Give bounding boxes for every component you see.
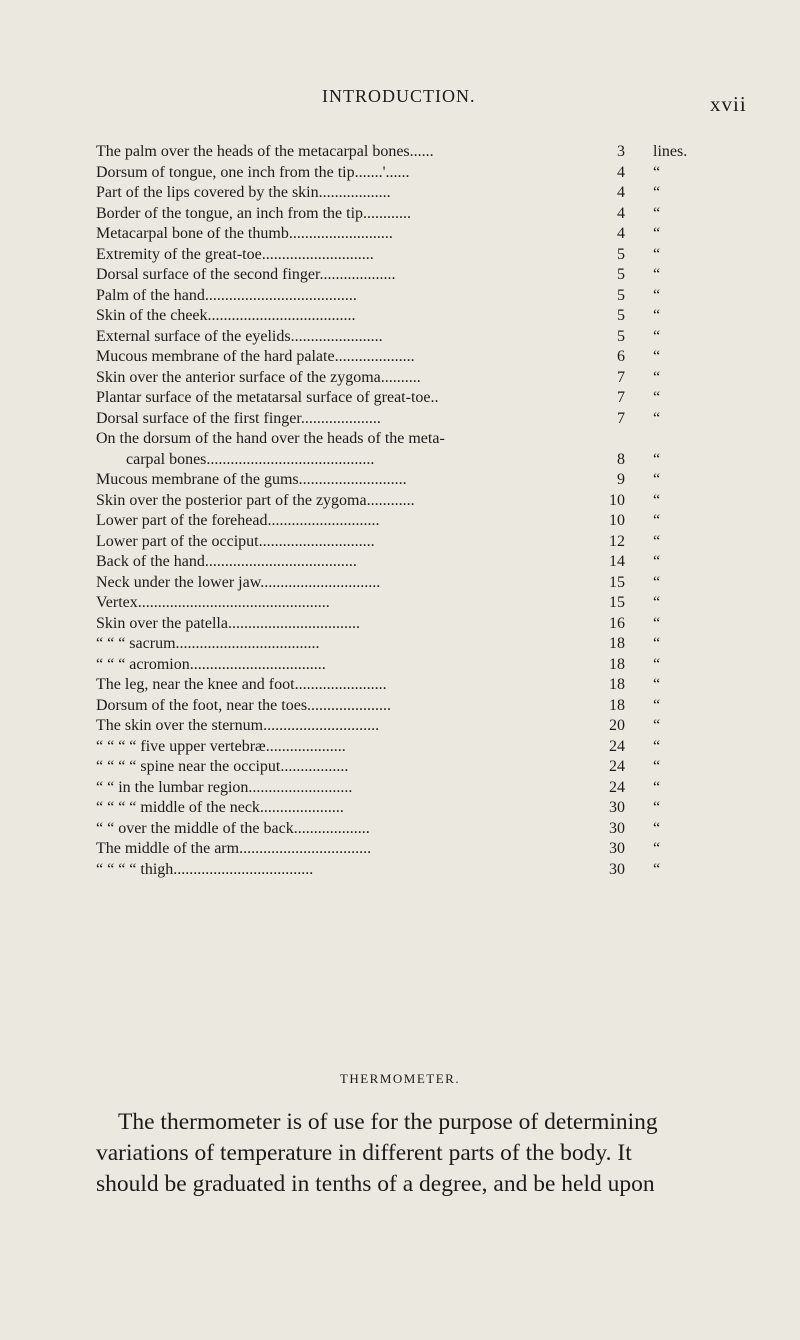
row-value: 30 [609,819,625,837]
row-unit: “ [653,266,661,283]
row-value: 30 [609,860,625,878]
table-row [96,245,746,266]
table-row [96,142,746,163]
row-value: 7 [617,389,625,406]
table-row [96,286,746,307]
row-value: 18 [609,696,625,714]
paragraph-line: variations of temperature in different parts of the body. It [96,1140,632,1166]
row-unit: “ [653,758,661,775]
row-value: 24 [609,758,625,775]
row-value: 5 [617,245,625,263]
row-label: Skin over the posterior part of the zygoma............ [96,491,415,509]
row-label: Plantar surface of the metatarsal surface of great-toe.. [96,389,439,406]
table-row [96,716,746,737]
row-value: 5 [617,286,625,304]
row-value: 30 [609,799,625,816]
row-label: Lower part of the occiput............................. [96,532,375,550]
table-row [96,696,746,717]
row-label: The middle of the arm................................. [96,840,372,857]
table-row [96,614,746,635]
row-unit: “ [653,225,661,242]
row-value: 7 [617,368,625,386]
row-unit: “ [653,307,661,324]
row-label: Palm of the hand...................................... [96,286,357,304]
row-value: 3 [617,143,625,160]
row-value: 18 [609,676,625,693]
row-label: Part of the lips covered by the skin.................. [96,184,391,201]
row-label: The leg, near the knee and foot....................... [96,676,387,693]
row-label: Extremity of the great-toe............................ [96,245,374,263]
row-unit: “ [653,799,661,816]
running-title: INTRODUCTION. [322,86,476,106]
table-row [96,450,746,471]
row-value: 6 [617,348,625,365]
row-label: The skin over the sternum............................. [96,717,380,734]
row-label: Skin over the anterior surface of the zygoma.......... [96,368,421,386]
row-value: 16 [609,614,625,632]
row-unit: “ [653,245,661,263]
row-value: 20 [609,717,625,734]
row-unit: “ [653,286,661,304]
row-unit: “ [653,778,661,796]
row-unit: “ [653,532,661,550]
row-value: 4 [617,163,625,181]
row-value: 4 [617,225,625,242]
row-unit: “ [653,491,661,509]
table-row [96,491,746,512]
row-label: Dorsum of the foot, near the toes..................... [96,696,392,714]
body-paragraph [96,1107,756,1200]
row-unit: “ [653,348,661,365]
table-row [96,839,746,860]
row-label: “ “ “ “ spine near the occiput................. [96,758,349,775]
row-label: Metacarpal bone of the thumb.......................... [96,225,393,242]
row-label: On the dorsum of the hand over the heads of the meta- [96,430,445,447]
row-value: 8 [617,450,625,468]
row-label: Vertex................................................ [96,594,330,611]
row-unit: “ [653,594,661,611]
table-row [96,163,746,184]
section-heading: THERMOMETER. [339,1071,461,1086]
row-value: 15 [609,573,625,591]
row-value: 5 [617,266,625,283]
row-value: 12 [609,532,625,550]
row-label: Skin of the cheek..................................... [96,307,356,324]
row-value: 30 [609,840,625,857]
row-unit: “ [653,676,661,693]
row-label: “ “ in the lumbar region.......................... [96,778,353,796]
table-row [96,183,746,204]
row-label: External surface of the eyelids....................... [96,327,383,345]
row-unit: “ [653,389,661,406]
row-label: Mucous membrane of the gums........................... [96,471,407,488]
row-label: Mucous membrane of the hard palate.................... [96,348,415,365]
page-header [0,86,800,116]
row-unit: “ [653,163,661,181]
row-value: 10 [609,491,625,509]
table-row [96,265,746,286]
row-value: 5 [617,307,625,324]
row-value: 24 [609,737,625,755]
row-unit: “ [653,860,661,878]
row-label: Lower part of the forehead............................ [96,512,380,529]
table-row [96,655,746,676]
table-row [96,634,746,655]
sensitivity-table [96,142,746,880]
table-row [96,368,746,389]
row-value: 14 [609,553,625,570]
row-unit: “ [653,409,661,427]
table-row [96,819,746,840]
table-row [96,306,746,327]
row-label: Back of the hand...................................... [96,553,357,570]
row-unit: “ [653,368,661,386]
row-label: Skin over the patella................................. [96,614,360,632]
row-label: Dorsal surface of the first finger.................... [96,409,381,427]
table-row [96,675,746,696]
row-unit: “ [653,450,661,468]
row-value: 4 [617,184,625,201]
page-number: xvii [710,92,747,116]
row-label: “ “ “ acromion.................................. [96,655,326,673]
table-row [96,511,746,532]
row-value: 18 [609,655,625,673]
row-unit: “ [653,204,661,222]
table-row [96,573,746,594]
row-unit: “ [653,471,661,488]
table-row [96,204,746,225]
row-label: The palm over the heads of the metacarpal bones...... [96,143,434,160]
row-value: 7 [617,409,625,427]
row-label: Neck under the lower jaw.............................. [96,573,381,591]
table-row [96,470,746,491]
row-unit: “ [653,553,661,570]
table-row [96,798,746,819]
row-unit: “ [653,737,661,755]
row-unit: “ [653,819,661,837]
row-unit: “ [653,184,661,201]
row-unit: “ [653,573,661,591]
row-label: Dorsal surface of the second finger................... [96,266,396,283]
row-unit: “ [653,717,661,734]
row-value: 10 [609,512,625,529]
row-unit: lines. [653,143,688,160]
row-unit: “ [653,840,661,857]
table-row [96,737,746,758]
row-label: Dorsum of tongue, one inch from the tip.......'...... [96,163,410,181]
row-label: Border of the tongue, an inch from the tip............ [96,204,412,222]
row-value: 5 [617,327,625,345]
row-unit: “ [653,327,661,345]
row-unit: “ [653,696,661,714]
row-label: “ “ “ “ five upper vertebræ.................... [96,737,346,755]
table-row [96,860,746,881]
row-value: 18 [609,635,625,652]
table-row [96,224,746,245]
row-label: “ “ over the middle of the back................... [96,819,370,837]
row-label: carpal bones.......................................... [126,450,375,468]
table-row [96,388,746,409]
table-row [96,409,746,430]
row-value: 24 [609,778,625,796]
table-row [96,778,746,799]
table-row [96,429,746,450]
row-value: 15 [609,594,625,611]
row-label: “ “ “ “ thigh................................... [96,860,314,878]
row-label: “ “ “ sacrum.................................... [96,635,320,652]
row-unit: “ [653,635,661,652]
table-row [96,327,746,348]
paragraph-line: The thermometer is of use for the purpose of determining [118,1109,658,1135]
table-row [96,552,746,573]
table-row [96,532,746,553]
row-value: 4 [617,204,625,222]
paragraph-line: should be graduated in tenths of a degree, and be held upon [96,1171,655,1197]
row-unit: “ [653,655,661,673]
table-row [96,347,746,368]
row-unit: “ [653,614,661,632]
table-row [96,757,746,778]
table-row [96,593,746,614]
row-unit: “ [653,512,661,529]
row-label: “ “ “ “ middle of the neck..................... [96,799,344,816]
row-value: 9 [617,471,625,488]
